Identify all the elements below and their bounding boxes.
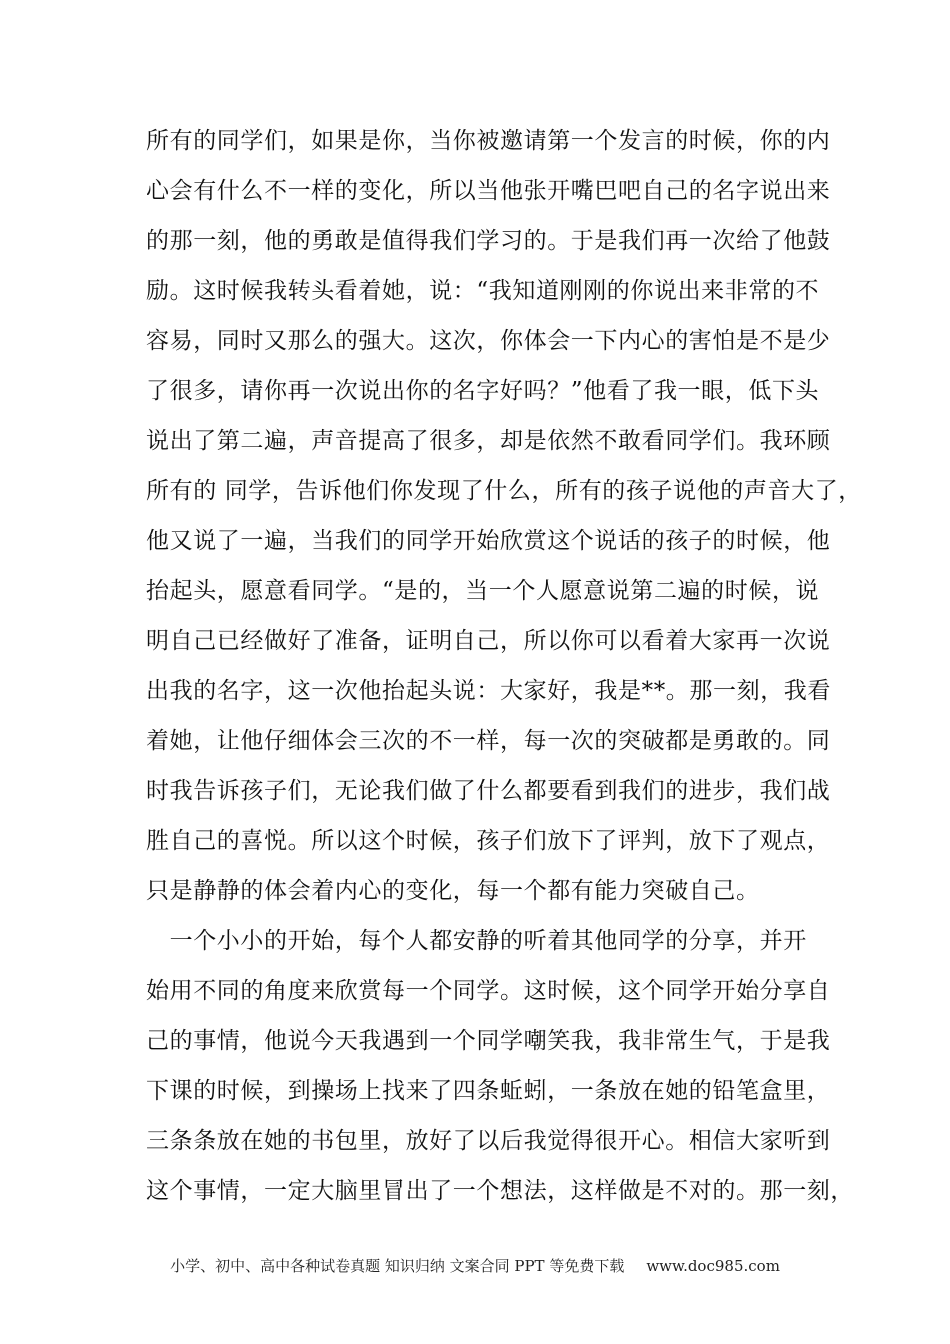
- text-line: 出我的名字，这一次他抬起头说：大家好，我是**。那一刻，我看: [146, 678, 831, 704]
- text-line: 他又说了一遍，当我们的同学开始欣赏这个说话的孩子的时候，他: [146, 528, 831, 554]
- body-text: [146, 116, 862, 1216]
- text-line: 这个事情，一定大脑里冒出了一个想法，这样做是不对的。那一刻，: [146, 1178, 854, 1204]
- footer-site-link[interactable]: www.doc985.com: [646, 1257, 780, 1275]
- text-line: 只是静静的体会着内心的变化，每一个都有能力突破自己。: [146, 878, 760, 904]
- text-line: 励。这时候我转头看着她，说：“我知道刚刚的你说出来非常的不: [146, 278, 820, 304]
- footer-text: 小学、初中、高中各种试卷真题 知识归纳 文案合同 PPT 等免费下载: [170, 1257, 625, 1275]
- text-line: 的那一刻，他的勇敢是值得我们学习的。于是我们再一次给了他鼓: [146, 228, 831, 254]
- text-line: 容易，同时又那么的强大。这次，你体会一下内心的害怕是不是少: [146, 328, 831, 354]
- text-line: 下课的时候，到操场上找来了四条蚯蚓，一条放在她的铅笔盒里，: [146, 1078, 831, 1104]
- text-line: 胜自己的喜悦。所以这个时候，孩子们放下了评判，放下了观点，: [146, 828, 831, 854]
- text-line: 一个小小的开始，每个人都安静的听着其他同学的分享，并开: [146, 928, 807, 954]
- text-line: 着她，让他仔细体会三次的不一样，每一次的突破都是勇敢的。同: [146, 728, 831, 754]
- text-line: 所有的同学们，如果是你，当你被邀请第一个发言的时候，你的内: [146, 128, 831, 154]
- text-line: 始用不同的角度来欣赏每一个同学。这时候，这个同学开始分享自: [146, 978, 831, 1004]
- text-line: 三条条放在她的书包里，放好了以后我觉得很开心。相信大家听到: [146, 1128, 831, 1154]
- text-line: 己的事情，他说今天我遇到一个同学嘲笑我，我非常生气，于是我: [146, 1028, 831, 1054]
- text-line: 心会有什么不一样的变化，所以当他张开嘴巴吧自己的名字说出来: [146, 178, 831, 204]
- text-line: 说出了第二遍，声音提高了很多，却是依然不敢看同学们。我环顾: [146, 428, 831, 454]
- text-line: 所有的 同学，告诉他们你发现了什么，所有的孩子说他的声音大了，: [146, 478, 862, 504]
- text-line: 明自己已经做好了准备，证明自己，所以你可以看着大家再一次说: [146, 628, 831, 654]
- text-line: 时我告诉孩子们，无论我们做了什么都要看到我们的进步，我们战: [146, 778, 831, 804]
- page-footer: [0, 1254, 950, 1278]
- text-line: 抬起头，愿意看同学。“是的，当一个人愿意说第二遍的时候，说: [146, 578, 820, 604]
- text-line: 了很多，请你再一次说出你的名字好吗？”他看了我一眼，低下头: [146, 378, 820, 404]
